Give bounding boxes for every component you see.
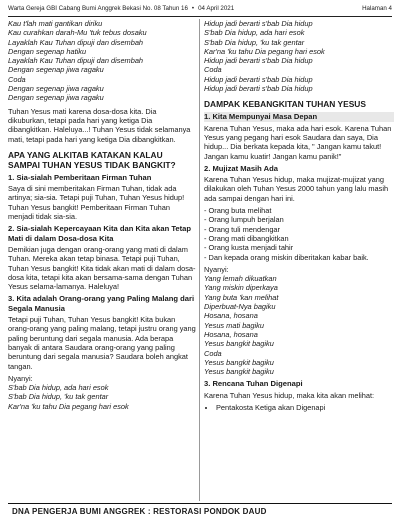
footer-banner: DNA PENGERJA BUMI ANGGREK : RESTORASI PONDOK DAUD: [12, 507, 267, 516]
list-item: - Dan kepada orang miskin diberitakan kabar baik.: [204, 253, 394, 262]
point-3-title: 3. Kita adalah Orang-orang yang Paling Malang dari Segala Manusia: [8, 294, 195, 313]
lyric-line: Kar'na 'ku tahu Dia pegang hari esok: [8, 401, 129, 411]
impact-1-text: Karena Tuhan Yesus, maka ada hari esok. Karena Tuhan Yesus yang pegang hari esok Saudara dan saya, Dia hidup... Dia berkata kepada kita, " Jangan kamu takut! Jangan kamu kuatir! Jangan kamu panik!": [204, 123, 392, 161]
point-3-text: Tetapi puji Tuhan, Tuhan Yesus bangkit! Kita bukan orang-orang yang paling malang, tetapi justru orang yang paling beruntung dari segala manusia. Ada berapa banyak di antara Saudara orang-orang yang paling beruntung dari segala manusia? Saudara boleh angkat tangan.: [8, 315, 196, 371]
section-heading-right: DAMPAK KEBANGKITAN TUHAN YESUS: [204, 99, 366, 110]
lyric-line: Yesus bangkit bagiku: [204, 339, 274, 349]
impact-3-title: 3. Rencana Tuhan Digenapi: [204, 379, 303, 389]
lyrics-block-top-left: [8, 19, 196, 103]
lyric-line: Yesus bangkit bagiku: [204, 367, 274, 377]
sing-label: Nyanyi:: [8, 373, 33, 383]
lyric-line: Yang miskin diperkaya: [204, 283, 278, 293]
header-bullet: •: [191, 5, 195, 12]
list-item: - Orang lumpuh berjalan: [204, 215, 394, 224]
lyric-line: Coda: [204, 65, 222, 75]
lyric-line: Dengan segenap jiwa ragaku: [8, 93, 104, 103]
lyric-line: Kau t'lah mati gantikan diriku: [8, 19, 103, 28]
lyric-line: Hosana, hosana: [204, 311, 258, 321]
impact-3-text: Karena Tuhan Yesus hidup, maka kita akan melihat:: [204, 390, 375, 400]
lyric-line: Hidup jadi berarti s'bab Dia hidup: [204, 19, 313, 28]
lyrics-block-top-right: [204, 19, 394, 93]
lyric-line: Layaklah Kau Tuhan dipuji dan disembah: [8, 37, 144, 47]
lyric-line: Yesus mati bagiku: [204, 320, 264, 330]
right-column: [204, 19, 394, 412]
lyric-line: Kar'na 'ku tahu Dia pegang hari esok: [204, 46, 325, 56]
point-2-text: Demikian juga dengan orang-orang yang mati di dalam Tuhan. Mereka akan tetap binasa. Tetapi puji Tuhan, Tuhan Yesus bangkit! Kita tidak akan mati di dalam dosa-dosa kita, tetapi kita akan bersama-sama dengan Tuhan Yesus selama-lamanya. Haleluya!: [8, 244, 196, 292]
header-rule: [8, 16, 392, 17]
list-item: - Orang tuli mendengar: [204, 225, 394, 234]
lyric-line: Coda: [204, 348, 222, 358]
lyric-line: Dengan segenap jiwa ragaku: [8, 84, 104, 94]
miracles-list: [204, 206, 394, 262]
list-item: • Pentakosta Ketiga akan Digenapi: [216, 403, 394, 412]
page-number: Halaman 4: [362, 5, 392, 12]
point-1-title: 1. Sia-sialah Pemberitaan Firman Tuhan: [8, 172, 152, 182]
page-header: [8, 3, 392, 15]
column-divider: [199, 19, 200, 501]
impact-2-title: 2. Mujizat Masih Ada: [204, 163, 278, 173]
lyric-line: Kau curahkan darah-Mu 'tuk tebus dosaku: [8, 28, 147, 38]
list-item: - Orang mati dibangkitkan: [204, 234, 394, 243]
lyric-line: Diperbuat-Nya bagiku: [204, 302, 276, 312]
sing-label: Nyanyi:: [204, 264, 229, 274]
lyric-line: Hidup jadi berarti s'bab Dia hidup: [204, 84, 313, 94]
section-heading-left: APA YANG ALKITAB KATAKAN KALAU SAMPAI TUHAN YESUS TIDAK BANGKIT?: [8, 149, 176, 170]
lyric-line: Coda: [8, 74, 26, 84]
lyric-line: Dengan segenap hatiku: [8, 46, 87, 56]
list-item: - Orang kusta menjadi tahir: [204, 243, 394, 252]
fulfillment-list: [204, 403, 394, 412]
issue-date: 04 April 2021: [198, 5, 235, 12]
lyric-line: S'bab Dia hidup, 'ku tak gentar: [8, 392, 109, 402]
lyric-line: S'bab Dia hidup, ada hari esok: [204, 28, 305, 38]
lyric-line: Yang lemah dikuatkan: [204, 274, 277, 284]
lyric-line: Hidup jadi berarti s'bab Dia hidup: [204, 74, 313, 84]
footer-rule: [8, 503, 392, 504]
lyric-line: Hosana, hosana: [204, 329, 258, 339]
lyric-line: S'bab Dia hidup, ada hari esok: [8, 383, 109, 393]
lyric-line: Yang buta 'kan melihat: [204, 292, 279, 302]
lyric-line: Hidup jadi berarti s'bab Dia hidup: [204, 56, 313, 66]
lyric-line: Layaklah Kau Tuhan dipuji dan disembah: [8, 56, 144, 66]
lyric-line: Dengan segenap jiwa ragaku: [8, 65, 104, 75]
point-1-text: Saya di sini memberitakan Firman Tuhan, tidak ada artinya; sia-sia. Tetapi puji Tuhan, Tuhan Yesus hidup! Tuhan Yesus bangkit! Pemberitaan Firman Tuhan menjadi tidak sia-sia.: [8, 184, 185, 222]
intro-paragraph: Tuhan Yesus mati karena dosa-dosa kita. Dia dikuburkan, tetapi pada hari yang ketiga Dia dibangkitkan. Haleluya...! Tuhan Yesus tidak selamanya mati, tetapi pada hari yang ketiga Dia dibangkitkan.: [8, 106, 191, 144]
lyric-line: S'bab Dia hidup, 'ku tak gentar: [204, 37, 305, 47]
left-column: [8, 19, 196, 411]
impact-2-text: Karena Tuhan Yesus hidup, maka mujizat-mujizat yang dilakukan oleh Tuhan Yesus 2000 tahun yang lalu masih ada sampai dengan hari ini.: [204, 175, 389, 203]
impact-1-title: 1. Kita Mempunyai Masa Depan: [204, 112, 394, 121]
publication-title: Warta Gereja GBI Cabang Bumi Anggrek Bekasi No. 08 Tahun 16: [8, 5, 188, 12]
lyric-line: Yesus bangkit bagiku: [204, 357, 274, 367]
list-item: - Orang buta melihat: [204, 206, 394, 215]
point-2-title: 2. Sia-sialah Kepercayaan Kita dan Kita akan Tetap Mati di dalam Dosa-dosa Kita: [8, 224, 192, 243]
